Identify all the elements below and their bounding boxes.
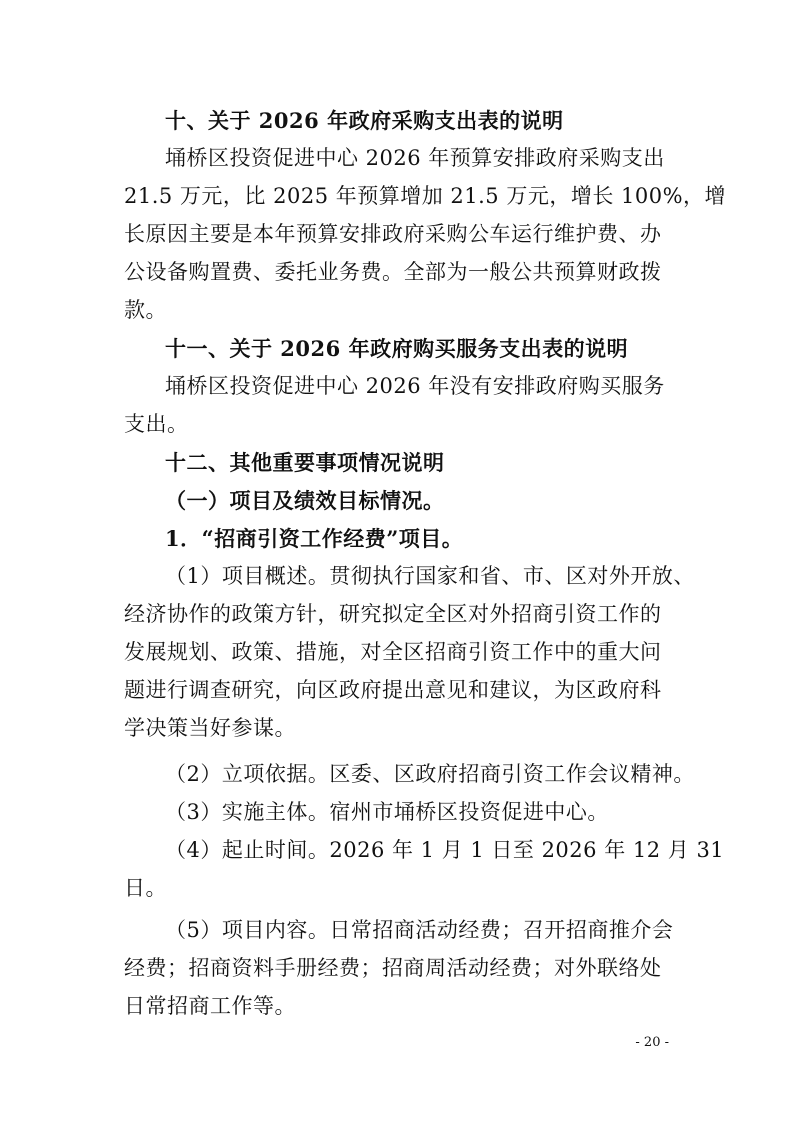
paragraph-line: 支出。 bbox=[124, 412, 189, 436]
subsection-heading: （一）项目及绩效目标情况。 bbox=[165, 488, 445, 513]
paragraph-line: 题进行调查研究，向区政府提出意见和建议，为区政府科 bbox=[124, 678, 662, 702]
section-heading-12: 十二、其他重要事项情况说明 bbox=[165, 450, 445, 475]
section-heading-10: 十、关于 2026 年政府采购支出表的说明 bbox=[165, 108, 564, 133]
paragraph-line: 日常招商工作等。 bbox=[124, 994, 296, 1018]
paragraph-line: 长原因主要是本年预算安排政府采购公车运行维护费、办 bbox=[124, 222, 662, 246]
paragraph-line: 发展规划、政策、措施，对全区招商引资工作中的重大问 bbox=[124, 640, 662, 664]
paragraph-line: （3）实施主体。宿州市埇桥区投资促进中心。 bbox=[165, 800, 609, 824]
section-heading-11: 十一、关于 2026 年政府购买服务支出表的说明 bbox=[165, 336, 629, 361]
paragraph-line: 公设备购置费、委托业务费。全部为一般公共预算财政拨 bbox=[124, 260, 662, 284]
paragraph-line: 日。 bbox=[124, 876, 167, 900]
paragraph-line: 学决策当好参谋。 bbox=[124, 716, 296, 740]
project-heading: 1．“招商引资工作经费”项目。 bbox=[165, 526, 464, 551]
page-number: - 20 - bbox=[635, 1035, 669, 1050]
paragraph-line: （5）项目内容。日常招商活动经费；召开招商推介会 bbox=[165, 918, 674, 942]
paragraph-line: 经济协作的政策方针，研究拟定全区对外招商引资工作的 bbox=[124, 602, 662, 626]
paragraph-line: （2）立项依据。区委、区政府招商引资工作会议精神。 bbox=[165, 762, 695, 786]
paragraph-line: 埇桥区投资促进中心 2026 年预算安排政府采购支出 bbox=[165, 146, 665, 170]
paragraph-line: 21.5 万元，比 2025 年预算增加 21.5 万元，增长 100%，增 bbox=[124, 184, 727, 208]
paragraph-line: 经费；招商资料手册经费；招商周活动经费；对外联络处 bbox=[124, 956, 662, 980]
paragraph-line: 埇桥区投资促进中心 2026 年没有安排政府购买服务 bbox=[165, 374, 665, 398]
paragraph-line: （4）起止时间。2026 年 1 月 1 日至 2026 年 12 月 31 bbox=[165, 838, 725, 862]
paragraph-line: 款。 bbox=[124, 298, 167, 322]
paragraph-line: （1）项目概述。贯彻执行国家和省、市、区对外开放、 bbox=[165, 564, 695, 588]
